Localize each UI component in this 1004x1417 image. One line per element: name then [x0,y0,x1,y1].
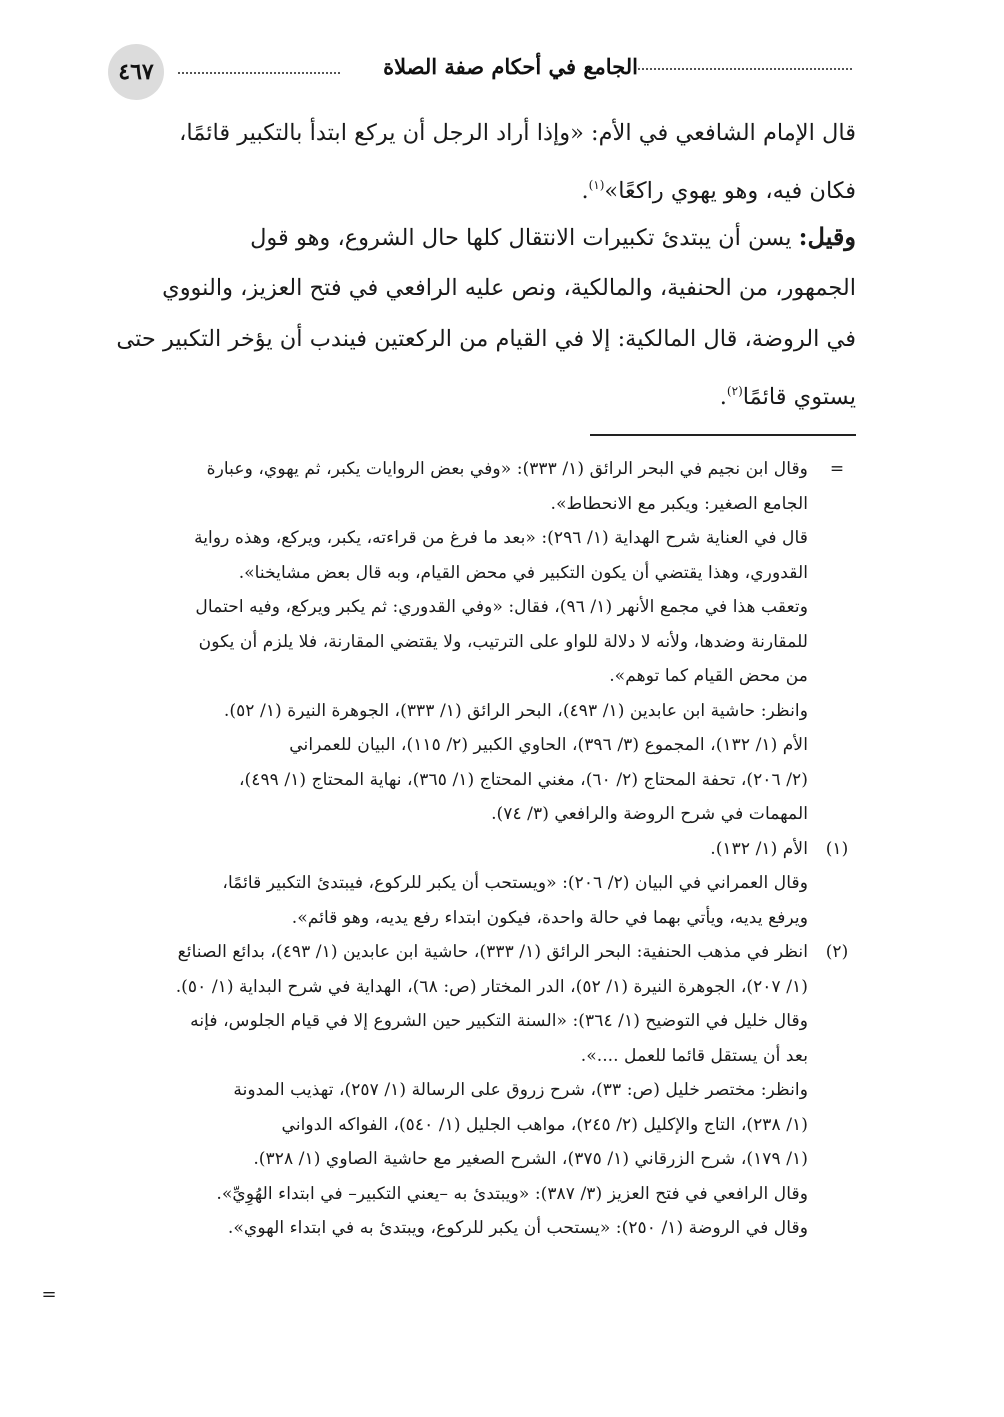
main-line-text: في الروضة، قال المالكية: إلا في القيام من الركعتين فيندب أن يؤخر التكبير حتى [116,326,856,352]
footnote-line: وقال ابن نجيم في البحر الرائق (١/ ٣٣٣): «وفي بعض الروايات يكبر، ثم يهوي، وعبارة [206,459,808,479]
header-dotted-rule-right [638,68,852,70]
main-line [110,366,856,418]
footnote-line: وقال الرافعي في فتح العزيز (٣/ ٣٨٧): «ويبتدئ به –يعني التكبير– في ابتداء الهُوِيِّ». [216,1183,808,1204]
main-line [110,211,856,263]
footnotes [80,452,860,1246]
footnote-marker: = [829,459,845,479]
footnote-line: وقال في الروضة (١/ ٢٥٠): «يستحب أن يكبر للركوع، ويبتدئ به في ابتداء الهوي». [227,1218,808,1238]
footnote-separator [590,434,856,436]
footnote-line: وانظر: مختصر خليل (ص: ٣٣)، شرح زروق على الرسالة (١/ ٢٥٧)، تهذيب المدونة [233,1080,808,1100]
footnote-marker: (٢) [825,942,849,962]
footnote-line: وقال خليل في التوضيح (١/ ٣٦٤): «السنة التكبير حين الشروع إلا في قيام الجلوس، فإنه [190,1011,808,1031]
main-line-end: . [719,383,727,410]
footnote-line: الجامع الصغير: ويكبر مع الانحطاط». [550,493,808,514]
footnote-line: (١/ ١٧٩)، شرح الزرقاني (١/ ٣٧٥)، الشرح الصغير مع حاشية الصاوي (١/ ٣٢٨). [253,1149,808,1169]
page-number: ٤٦٧ [108,44,164,100]
footnote-line: وقال العمراني في البيان (٢/ ٢٠٦): «ويستحب أن يكبر للركوع، فيبتدئ التكبير قائمًا، [222,873,808,893]
footnote-line: الأم (١/ ١٣٢). [710,838,808,859]
footnote-line: المهمات في شرح الروضة والرافعي (٣/ ٧٤). [491,804,808,824]
footnote-line: القدوري، وهذا يقتضي أن يكون التكبير في محض القيام، وبه قال بعض مشايخنا». [238,562,808,583]
main-line [110,263,856,315]
footnote-continued [80,452,860,832]
main-line-text: قال الإمام الشافعي في الأم: «وإذا أراد الرجل أن يركع ابتدأ بالتكبير قائمًا، [179,120,856,146]
main-line [110,108,856,160]
main-line-end: . [581,177,589,204]
main-line-text: يستوي قائمًا [742,383,856,410]
footnote-marker: (١) [825,838,849,859]
main-text [110,108,856,417]
footnote-line: (١/ ٢٣٨)، التاج والإكليل (٢/ ٢٤٥)، مواهب الجليل (١/ ٥٤٠)، الفواكه الدواني [281,1114,808,1135]
main-line-text: يسن أن يبتدئ تكبيرات الانتقال كلها حال الشروع، وهو قول [250,225,799,251]
footnote-ref[interactable]: (١) [588,177,605,192]
main-line-text: فكان فيه، وهو يهوي راكعًا» [604,177,856,204]
footnote-line: (١/ ٢٠٧)، الجوهرة النيرة (١/ ٥٢)، الدر المختار (ص: ٦٨)، الهداية في شرح البداية (١/ ٥٠). [175,976,808,997]
main-line [110,160,856,212]
footnote-line: وتعقب هذا في مجمع الأنهر (١/ ٩٦)، فقال: «وفي القدوري: ثم يكبر ويركع، وفيه احتمال [195,597,808,617]
footnote-line: انظر في مذهب الحنفية: البحر الرائق (١/ ٣٣٣)، حاشية ابن عابدين (١/ ٤٩٣)، بدائع الصنائع [177,942,808,962]
page-header [108,44,852,100]
footnote-line: بعد أن يستقل قائما للعمل ....». [580,1045,808,1066]
running-title: الجامع في أحكام صفة الصلاة [383,54,638,79]
footnote-line: للمقارنة وضدها، ولأنه لا دلالة للواو على الترتيب، ولا يقتضي المقارنة، فلا يلزم أن يكون [198,631,808,652]
continuation-marker: = [41,1284,57,1305]
footnote-line: وانظر: حاشية ابن عابدين (١/ ٤٩٣)، البحر الرائق (١/ ٣٣٣)، الجوهرة النيرة (١/ ٥٢). [223,700,808,721]
main-line-text: الجمهور، من الحنفية، والمالكية، ونص عليه الرافعي في فتح العزيز، والنووي [162,274,856,301]
footnote-line: (٢/ ٢٠٦)، تحفة المحتاج (٢/ ٦٠)، مغني المحتاج (١/ ٣٦٥)، نهاية المحتاج (١/ ٤٩٩)، [238,769,808,790]
footnote-line: قال في العناية شرح الهداية (١/ ٢٩٦): «بعد ما فرغ من قراءته، يكبر، ويركع، وهذه رواية [194,528,808,548]
footnote-line: ويرفع يديه، ويأتي بهما في حالة واحدة، فيكون ابتداء رفع يديه، وهو قائم». [291,907,808,928]
header-dotted-rule-left [178,72,340,74]
footnote-line: الأم (١/ ١٣٢)، المجموع (٣/ ٣٩٦)، الحاوي الكبير (٢/ ١١٥)، البيان للعمراني [289,735,808,755]
footnote-1 [80,832,860,936]
main-line [110,314,856,366]
footnote-line: من محض القيام كما توهم». [609,666,808,686]
lead-word: وقيل: [798,222,856,251]
footnote-ref[interactable]: (٢) [726,383,743,398]
footnote-2 [80,935,860,1246]
